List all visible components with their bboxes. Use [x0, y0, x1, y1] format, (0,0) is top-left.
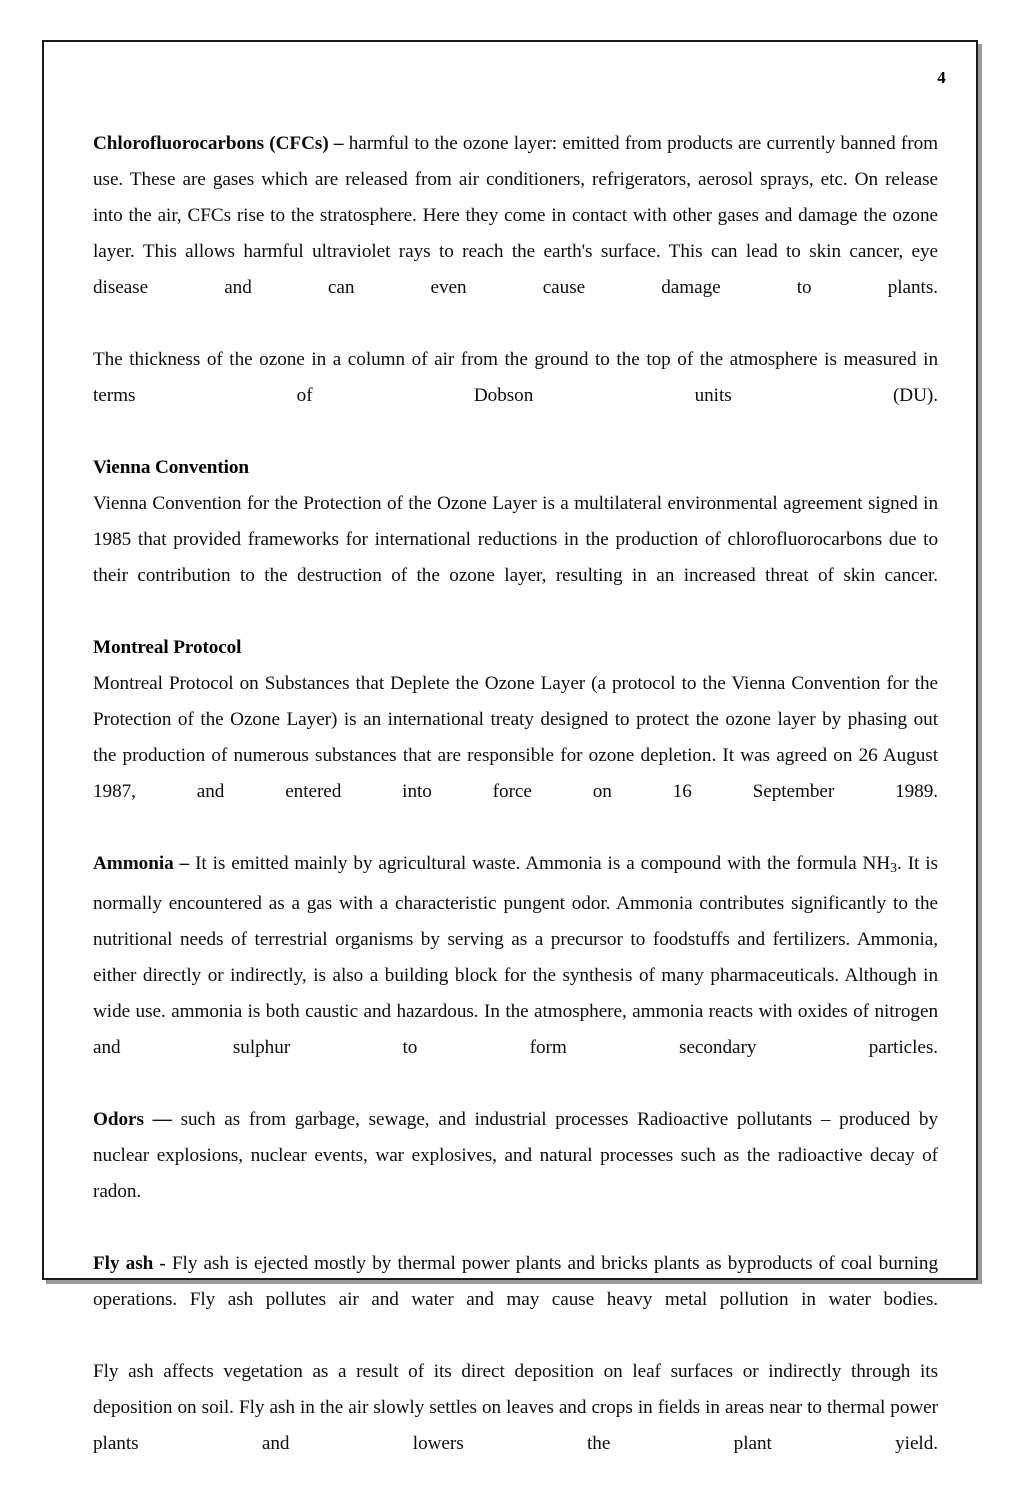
- lead-term-odors: Odors —: [93, 1109, 181, 1131]
- paragraph-fly-ash-two: [93, 1354, 938, 1498]
- lead-term-fly-ash: Fly ash -: [93, 1253, 172, 1275]
- paragraph-text-odors: such as from garbage, sewage, and industrial processes Radioactive pollutants – produced by nuclear explosions, nuclear events, war explosives, and natural processes such as the radioactive decay of radon.: [93, 1109, 939, 1203]
- paragraph-text-ammonia-after: . It is normally encountered as a gas with a characteristic pungent odor. Ammonia contributes significantly to the nutritional needs of terrestrial organisms by serving as a precursor to foodstuffs and fertilizers. Ammonia, either directly or indirectly, is also a building block for the synthesis of many pharmaceuticals. Although in wide use. ammonia is both caustic and hazardous. In the atmosphere, ammonia reacts with oxides of nitrogen and sulphur to form secondary particles.: [93, 853, 938, 1059]
- paragraph-text-fly-ash-one: Fly ash is ejected mostly by thermal power plants and bricks plants as byproducts of coal burning operations. Fly ash pollutes air and water and may cause heavy metal pollution in water bodies.: [93, 1253, 938, 1311]
- document-body: [93, 126, 938, 1498]
- paragraph-chlorofluorocarbons: [93, 126, 938, 342]
- paragraph-text-ammonia-before: It is emitted mainly by agricultural waste. Ammonia is a compound with the formula NH: [195, 853, 891, 874]
- paragraph-fly-ash-one: [93, 1246, 938, 1354]
- lead-term-cfcs: Chlorofluorocarbons (CFCs) –: [93, 133, 349, 154]
- page-number: 4: [937, 68, 946, 87]
- paragraph-dobson-units: [93, 342, 938, 450]
- heading-vienna-convention: Vienna Convention: [93, 457, 249, 478]
- paragraph-text-dobson: The thickness of the ozone in a column of air from the ground to the top of the atmosphere is measured in terms of Dobson units (DU).: [93, 349, 938, 406]
- document-page: [42, 40, 978, 1455]
- paragraph-odors: [93, 1102, 938, 1246]
- paragraph-text-cfcs: harmful to the ozone layer: emitted from products are currently banned from use. These are gases which are released from air conditioners, refrigerators, aerosol sprays, etc. On release into the air, CFCs rise to the stratosphere. Here they come in contact with other gases and damage the ozone layer. This allows harmful ultraviolet rays to reach the earth's surface. This can lead to skin cancer, eye disease and can even cause damage to plants.: [93, 133, 939, 298]
- paragraph-ammonia: [93, 846, 938, 1102]
- paragraph-text-fly-ash-two: Fly ash affects vegetation as a result of its direct deposition on leaf surfaces or indirectly through its deposition on soil. Fly ash in the air slowly settles on leaves and crops in fields in areas near to thermal power plants and lowers the plant yield.: [93, 1361, 938, 1455]
- heading-montreal-protocol: Montreal Protocol: [93, 637, 242, 658]
- paragraph-text-vienna: Vienna Convention for the Protection of the Ozone Layer is a multilateral environmental agreement signed in 1985 that provided frameworks for international reductions in the production of chlorofluorocarbons due to their contribution to the destruction of the ozone layer, resulting in an increased threat of skin cancer.: [93, 493, 938, 586]
- formula-subscript-nh3: 3: [890, 860, 898, 876]
- paragraph-montreal-protocol: [93, 666, 938, 846]
- lead-term-ammonia: Ammonia –: [93, 853, 196, 874]
- paragraph-text-montreal: Montreal Protocol on Substances that Deplete the Ozone Layer (a protocol to the Vienna Convention for the Protection of the Ozone Layer) is an international treaty designed to protect the ozone layer by phasing out the production of numerous substances that are responsible for ozone depletion. It was agreed on 26 August 1987, and entered into force on 16 September 1989.: [93, 673, 938, 802]
- paragraph-vienna-convention: [93, 486, 938, 630]
